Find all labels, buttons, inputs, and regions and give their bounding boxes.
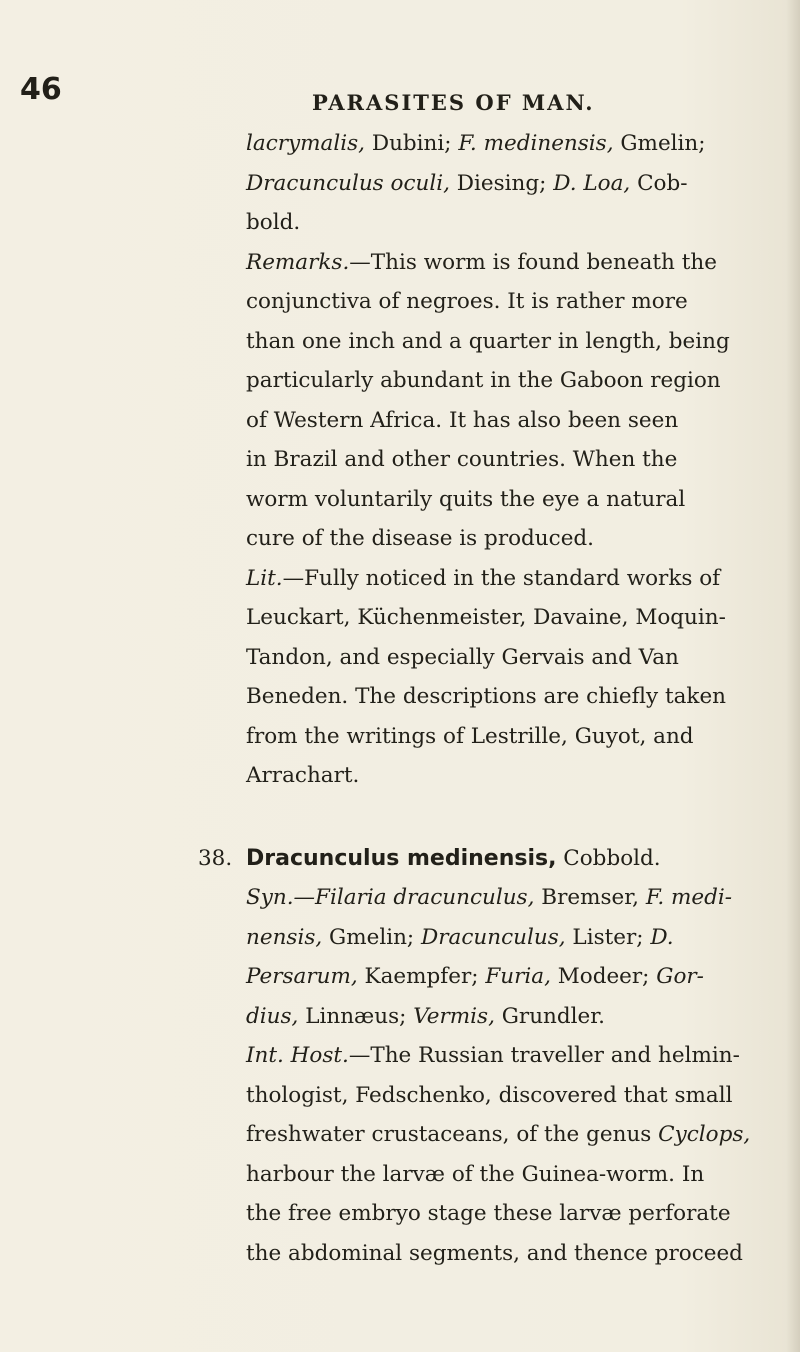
text-line: Beneden. The descriptions are chiefly taken <box>246 684 727 709</box>
text-line: the abdominal segments, and thence proceed <box>246 1240 743 1266</box>
text-line: thologist, Fedschenko, discovered that small <box>246 1082 733 1108</box>
section-spacer <box>246 796 771 839</box>
text-line: cure of the disease is produced. <box>246 526 595 551</box>
text-line: of Western Africa. It has also been seen <box>246 407 679 433</box>
page-number: 46 <box>20 72 62 107</box>
text-line: Tandon, and especially Gervais and Van <box>246 644 679 670</box>
text-line: Int. Host.—The Russian traveller and helmin- <box>246 1043 740 1068</box>
text-line: conjunctiva of negroes. It is rather more <box>246 289 688 314</box>
section-number: 38. <box>198 845 233 871</box>
section-title: Dracunculus medinensis, <box>246 845 557 871</box>
text-line: worm voluntarily quits the eye a natural <box>246 486 686 512</box>
text-line: in Brazil and other countries. When the <box>246 447 678 472</box>
text-line: Syn.—Filaria dracunculus, Bremser, F. medi- <box>246 885 733 910</box>
text-line: Leuckart, Küchenmeister, Davaine, Moquin- <box>246 605 726 630</box>
text-line: bold. <box>246 210 301 235</box>
text-line: Arrachart. <box>246 763 360 788</box>
text-line: Dracunculus oculi, Diesing; D. Loa, Cob- <box>246 170 688 196</box>
text-line: lacrymalis, Dubini; F. medinensis, Gmelin; <box>246 131 706 156</box>
text-line: from the writings of Lestrille, Guyot, and <box>246 723 694 749</box>
text-line: harbour the larvæ of the Guinea-worm. In <box>246 1161 705 1187</box>
text-line: Persarum, Kaempfer; Furia, Modeer; Gor- <box>246 964 704 989</box>
page-edge-shadow <box>786 0 800 1352</box>
running-head: PARASITES OF MAN. <box>312 90 595 115</box>
text-line: the free embryo stage these larvæ perforate <box>246 1201 731 1226</box>
body-text <box>198 124 771 1273</box>
text-line: Lit.—Fully noticed in the standard works of <box>246 565 721 591</box>
text-line: dius, Linnæus; Vermis, Grundler. <box>246 1003 605 1029</box>
text-line: particularly abundant in the Gaboon region <box>246 368 721 393</box>
text-line: Remarks.—This worm is found beneath the <box>246 249 717 275</box>
section-author: Cobbold. <box>556 845 661 871</box>
section-heading <box>198 839 771 879</box>
text-line: nensis, Gmelin; Dracunculus, Lister; D. <box>246 924 674 950</box>
text-line: freshwater crustaceans, of the genus Cyclops, <box>246 1122 751 1147</box>
text-line: than one inch and a quarter in length, being <box>246 328 730 354</box>
